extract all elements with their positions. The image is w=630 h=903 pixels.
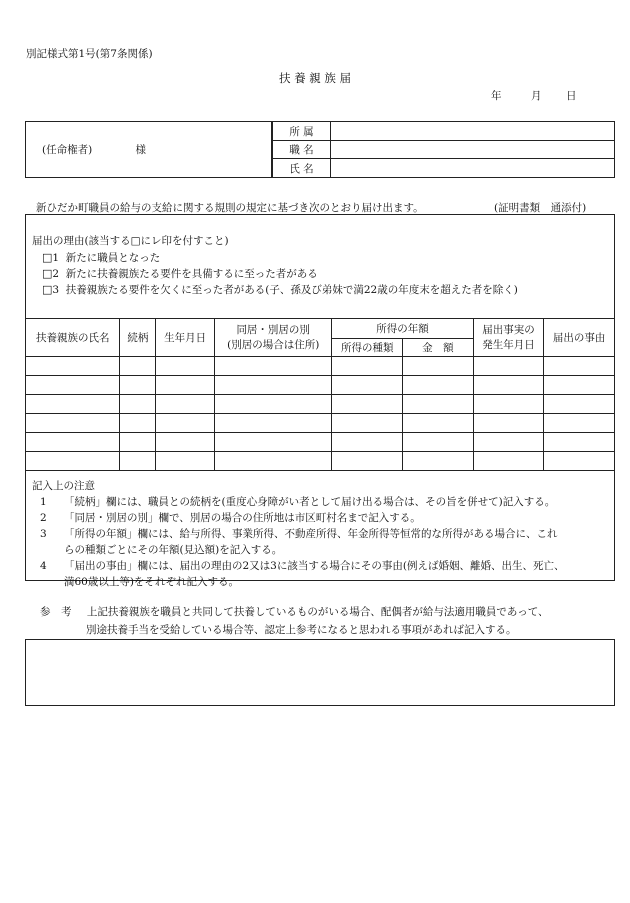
table-cell[interactable] (332, 433, 403, 452)
reason-item-2[interactable]: □2 新たに扶養親族たる要件を具備するに至った者がある (42, 267, 318, 280)
table-cell[interactable] (120, 357, 156, 376)
table-row (26, 357, 615, 376)
table-row (26, 395, 615, 414)
table-cell[interactable] (332, 376, 403, 395)
date-month-label: 月 (531, 90, 542, 102)
table-cell[interactable] (544, 376, 615, 395)
table-cell[interactable] (215, 376, 332, 395)
table-cell[interactable] (403, 357, 474, 376)
dependents-table (25, 318, 615, 471)
reasons-heading: 届出の理由(該当する□にレ印を付すこと) (32, 235, 229, 247)
statement-text: 新ひだか町職員の給与の支給に関する規則の規定に基づき次のとおり届け出ます。 (36, 202, 424, 214)
table-cell[interactable] (544, 433, 615, 452)
name-label: 氏 名 (273, 159, 331, 178)
table-cell[interactable] (156, 414, 215, 433)
reference-line-2: 別途扶養手当を受給している場合等、認定上参考になると思われる事項があれば記入する。 (86, 624, 517, 636)
table-cell[interactable] (156, 376, 215, 395)
table-cell[interactable] (544, 395, 615, 414)
reference-line-1: 参 考 上記扶養親族を職員と共同して扶養しているものがいる場合、配偶者が給与法適用職員であって、 (40, 606, 549, 618)
col-header-name: 扶養親族の氏名 (26, 319, 120, 357)
reason-item-1[interactable]: □1 新たに職員となった (42, 251, 161, 264)
table-cell[interactable] (26, 357, 120, 376)
col-header-income: 所得の年額 (332, 319, 473, 339)
position-field[interactable] (331, 141, 615, 159)
checkbox-icon[interactable]: □ (42, 267, 53, 280)
table-cell[interactable] (403, 452, 474, 471)
table-cell[interactable] (473, 414, 544, 433)
table-cell[interactable] (26, 414, 120, 433)
table-row (26, 452, 615, 471)
note-item-2: 2 「同居・別居の別」欄で、別居の場合の住所地は市区町村名まで記入する。 (40, 512, 421, 524)
table-row (26, 376, 615, 395)
appointer-cell (26, 122, 272, 178)
col-header-income-type: 所得の種類 (332, 339, 403, 357)
table-cell[interactable] (215, 433, 332, 452)
table-cell[interactable] (156, 395, 215, 414)
table-cell[interactable] (473, 433, 544, 452)
table-cell[interactable] (156, 452, 215, 471)
table-cell[interactable] (332, 414, 403, 433)
col-header-event-date: 届出事実の 発生年月日 (473, 319, 544, 357)
reference-input-box[interactable] (25, 639, 615, 706)
date-year-label: 年 (491, 90, 502, 102)
table-cell[interactable] (26, 433, 120, 452)
table-cell[interactable] (26, 395, 120, 414)
table-cell[interactable] (26, 376, 120, 395)
table-cell[interactable] (215, 414, 332, 433)
col-header-birth: 生年月日 (156, 319, 215, 357)
table-cell[interactable] (120, 395, 156, 414)
appointer-label: (任命権者) (42, 144, 93, 156)
name-field[interactable] (331, 159, 615, 178)
table-cell[interactable] (156, 357, 215, 376)
col-header-relationship: 続柄 (120, 319, 156, 357)
affiliation-label: 所 属 (273, 122, 331, 141)
table-cell[interactable] (473, 395, 544, 414)
table-cell[interactable] (120, 433, 156, 452)
table-row (26, 433, 615, 452)
date-day-label: 日 (566, 90, 577, 102)
reference-label: 参 考 (40, 606, 72, 618)
note-item-4: 4 「届出の事由」欄には、届出の理由の2又は3に該当する場合にその事由(例えば婚姻、離婚、出生、死亡、 満60歳以上等)をそれぞれ記入する。 (40, 560, 565, 588)
table-cell[interactable] (332, 395, 403, 414)
form-reference-number: 別記様式第1号(第7条関係) (26, 48, 153, 60)
table-cell[interactable] (473, 376, 544, 395)
col-header-income-amount: 金 額 (403, 339, 474, 357)
note-item-3: 3 「所得の年額」欄には、給与所得、事業所得、不動産所得、年金所得等恒常的な所得がある場合に、これ らの種類ごとにその年額(見込額)を記入する。 (40, 528, 558, 556)
table-row (26, 414, 615, 433)
checkbox-icon[interactable]: □ (42, 251, 53, 264)
table-cell[interactable] (473, 357, 544, 376)
position-label: 職 名 (273, 141, 331, 159)
table-cell[interactable] (544, 452, 615, 471)
table-cell[interactable] (332, 357, 403, 376)
table-cell[interactable] (403, 395, 474, 414)
affiliation-field[interactable] (331, 122, 615, 141)
table-cell[interactable] (120, 414, 156, 433)
applicant-table (25, 121, 615, 178)
table-cell[interactable] (215, 395, 332, 414)
col-header-reason: 届出の事由 (544, 319, 615, 357)
page-title: 扶 養 親 族 届 (278, 71, 352, 85)
table-cell[interactable] (544, 414, 615, 433)
appointer-honorific: 様 (135, 144, 147, 156)
table-cell[interactable] (215, 357, 332, 376)
table-cell[interactable] (403, 433, 474, 452)
table-cell[interactable] (403, 414, 474, 433)
table-cell[interactable] (403, 376, 474, 395)
table-cell[interactable] (332, 452, 403, 471)
col-header-residence: 同居・別居の別 (別居の場合は住所) (215, 319, 332, 357)
table-cell[interactable] (26, 452, 120, 471)
checkbox-icon[interactable]: □ (42, 283, 53, 296)
note-item-1: 1 「続柄」欄には、職員との続柄を(重度心身障がい者として届け出る場合は、その旨を併せて)記入する。 (40, 496, 556, 508)
reason-item-3[interactable]: □3 扶養親族たる要件を欠くに至った者がある(子、孫及び弟妹で満22歳の年度末を超えた者を除く) (42, 283, 518, 296)
table-cell[interactable] (215, 452, 332, 471)
attachments-note: (証明書類 通添付) (494, 202, 587, 214)
table-cell[interactable] (544, 357, 615, 376)
table-cell[interactable] (120, 376, 156, 395)
table-cell[interactable] (156, 433, 215, 452)
table-cell[interactable] (120, 452, 156, 471)
notes-heading: 記入上の注意 (32, 480, 95, 492)
notes-section (32, 478, 564, 590)
table-cell[interactable] (473, 452, 544, 471)
